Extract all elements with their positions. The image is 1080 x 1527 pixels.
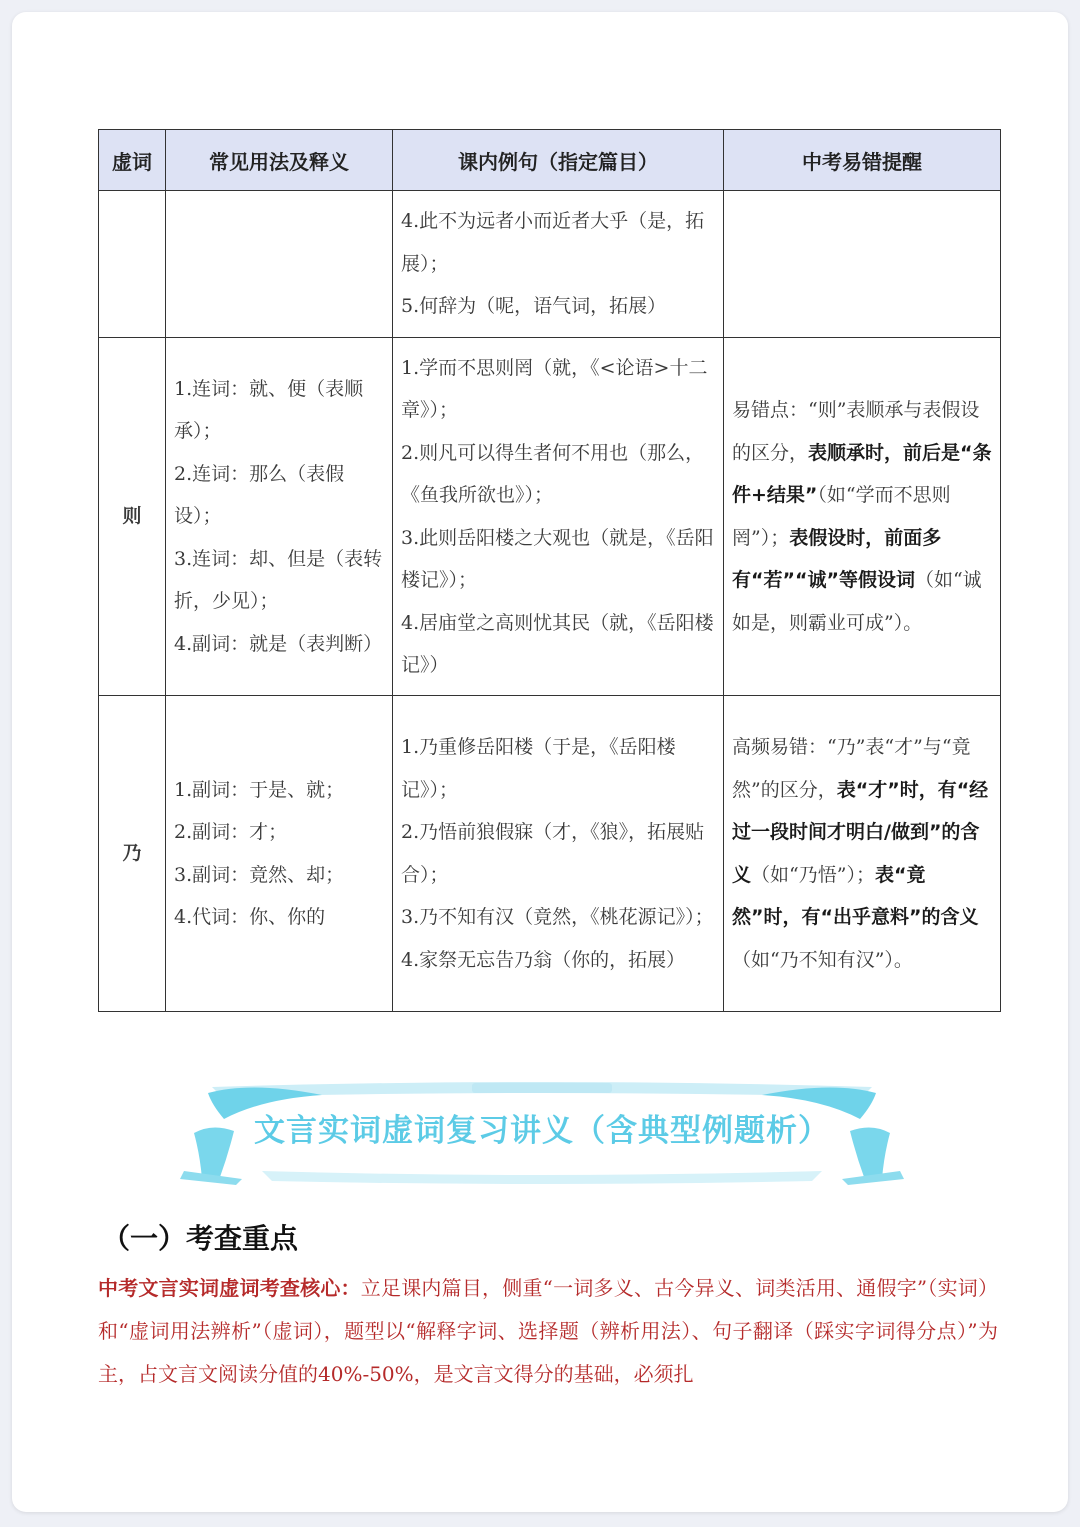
function-words-table bbox=[98, 129, 1001, 1012]
example-line: 4.此不为远者小而近者大乎（是，拓展）； bbox=[401, 210, 705, 275]
tip-text: （如“诚如是，则霸业可成”）。 bbox=[732, 569, 982, 634]
header-word: 虚词 bbox=[99, 130, 166, 191]
row-tips bbox=[724, 191, 1001, 338]
row-examples bbox=[393, 191, 724, 338]
tip-text: （如“学而不思则罔”）； bbox=[732, 484, 951, 549]
table-row bbox=[99, 338, 1001, 696]
intro-body: 立足课内篇目，侧重“一词多义、古今异义、词类活用、通假字”（实词）和“虚词用法辨析”（虚词），题型以“解释字词、选择题（辨析用法）、句子翻译（踩实字词得分点）”为主，占文言文阅读分值的40%-50%，是文言文得分的基础，必须扎 bbox=[98, 1276, 999, 1386]
row-word bbox=[99, 191, 166, 338]
usage-line: 3.副词：竟然、却； bbox=[174, 863, 345, 886]
usage-line: 2.副词：才； bbox=[174, 821, 288, 843]
usage-line: 3.连词：却、但是（表转折，少见）； bbox=[174, 547, 383, 613]
example-line: 1.学而不思则罔（就，《<论语>十二章》）； bbox=[401, 356, 708, 421]
header-examples: 课内例句（指定篇目） bbox=[393, 130, 724, 191]
row-word: 乃 bbox=[99, 696, 166, 1012]
section-heading: （一）考查重点 bbox=[102, 1222, 299, 1255]
tip-text: 易错点：“则”表顺承与表假设的区分， bbox=[732, 399, 980, 464]
example-line: 4.家祭无忘告乃翁（你的，拓展） bbox=[401, 948, 686, 971]
table-row bbox=[99, 191, 1001, 338]
row-usages bbox=[166, 696, 393, 1012]
tip-emphasis: 表顺承时，前后是“条件+结果” bbox=[732, 441, 992, 506]
row-word: 则 bbox=[99, 338, 166, 696]
usage-line: 4.代词：你、你的 bbox=[174, 906, 326, 928]
tip-text: （如“乃悟”）； bbox=[751, 863, 875, 886]
tip-emphasis: 表“竟然”时，有“出乎意料”的含义 bbox=[732, 863, 979, 928]
example-line: 2.则凡可以得生者何不用也（那么，《鱼我所欲也》）； bbox=[401, 441, 705, 506]
row-examples bbox=[393, 338, 724, 696]
row-usages bbox=[166, 338, 393, 696]
example-line: 4.居庙堂之高则忧其民（就，《岳阳楼记》） bbox=[401, 611, 714, 676]
header-usage: 常见用法及释义 bbox=[166, 130, 393, 191]
example-line: 5.何辞为（呢，语气词，拓展） bbox=[401, 295, 667, 318]
tip-emphasis: 表“才”时，有“经过一段时间才明白/做到”的含义 bbox=[732, 778, 989, 886]
example-line: 1.乃重修岳阳楼（于是，《岳阳楼记》）； bbox=[401, 736, 676, 801]
example-line: 2.乃悟前狼假寐（才，《狼》，拓展贴合）； bbox=[401, 821, 705, 886]
row-examples bbox=[393, 696, 724, 1012]
table-header-row bbox=[99, 130, 1001, 191]
row-tips bbox=[724, 696, 1001, 1012]
table-row bbox=[99, 696, 1001, 1012]
example-line: 3.此则岳阳楼之大观也（就是，《岳阳楼记》）； bbox=[401, 526, 714, 591]
banner-title: 文言实词虚词复习讲义（含典型例题析） bbox=[254, 1113, 830, 1149]
tip-text: 高频易错：“乃”表“才”与“竟然”的区分， bbox=[732, 736, 971, 801]
intro-lead: 中考文言实词虚词考查核心： bbox=[98, 1276, 361, 1300]
usage-line: 4.副词：就是（表判断） bbox=[174, 632, 383, 655]
usage-line: 1.副词：于是、就； bbox=[174, 778, 345, 801]
section-banner bbox=[172, 1075, 912, 1185]
tip-emphasis: 表假设时，前面多有“若”“诚”等假设词 bbox=[732, 526, 942, 591]
intro-paragraph bbox=[98, 1267, 998, 1396]
row-tips bbox=[724, 338, 1001, 696]
tip-text: （如“乃不知有汉”）。 bbox=[732, 948, 913, 971]
example-line: 3.乃不知有汉（竟然，《桃花源记》）； bbox=[401, 906, 714, 928]
document-page bbox=[12, 12, 1068, 1512]
header-tips: 中考易错提醒 bbox=[724, 130, 1001, 191]
usage-line: 1.连词：就、便（表顺承）； bbox=[174, 377, 364, 443]
row-usages bbox=[166, 191, 393, 338]
usage-line: 2.连词：那么（表假设）； bbox=[174, 462, 345, 528]
